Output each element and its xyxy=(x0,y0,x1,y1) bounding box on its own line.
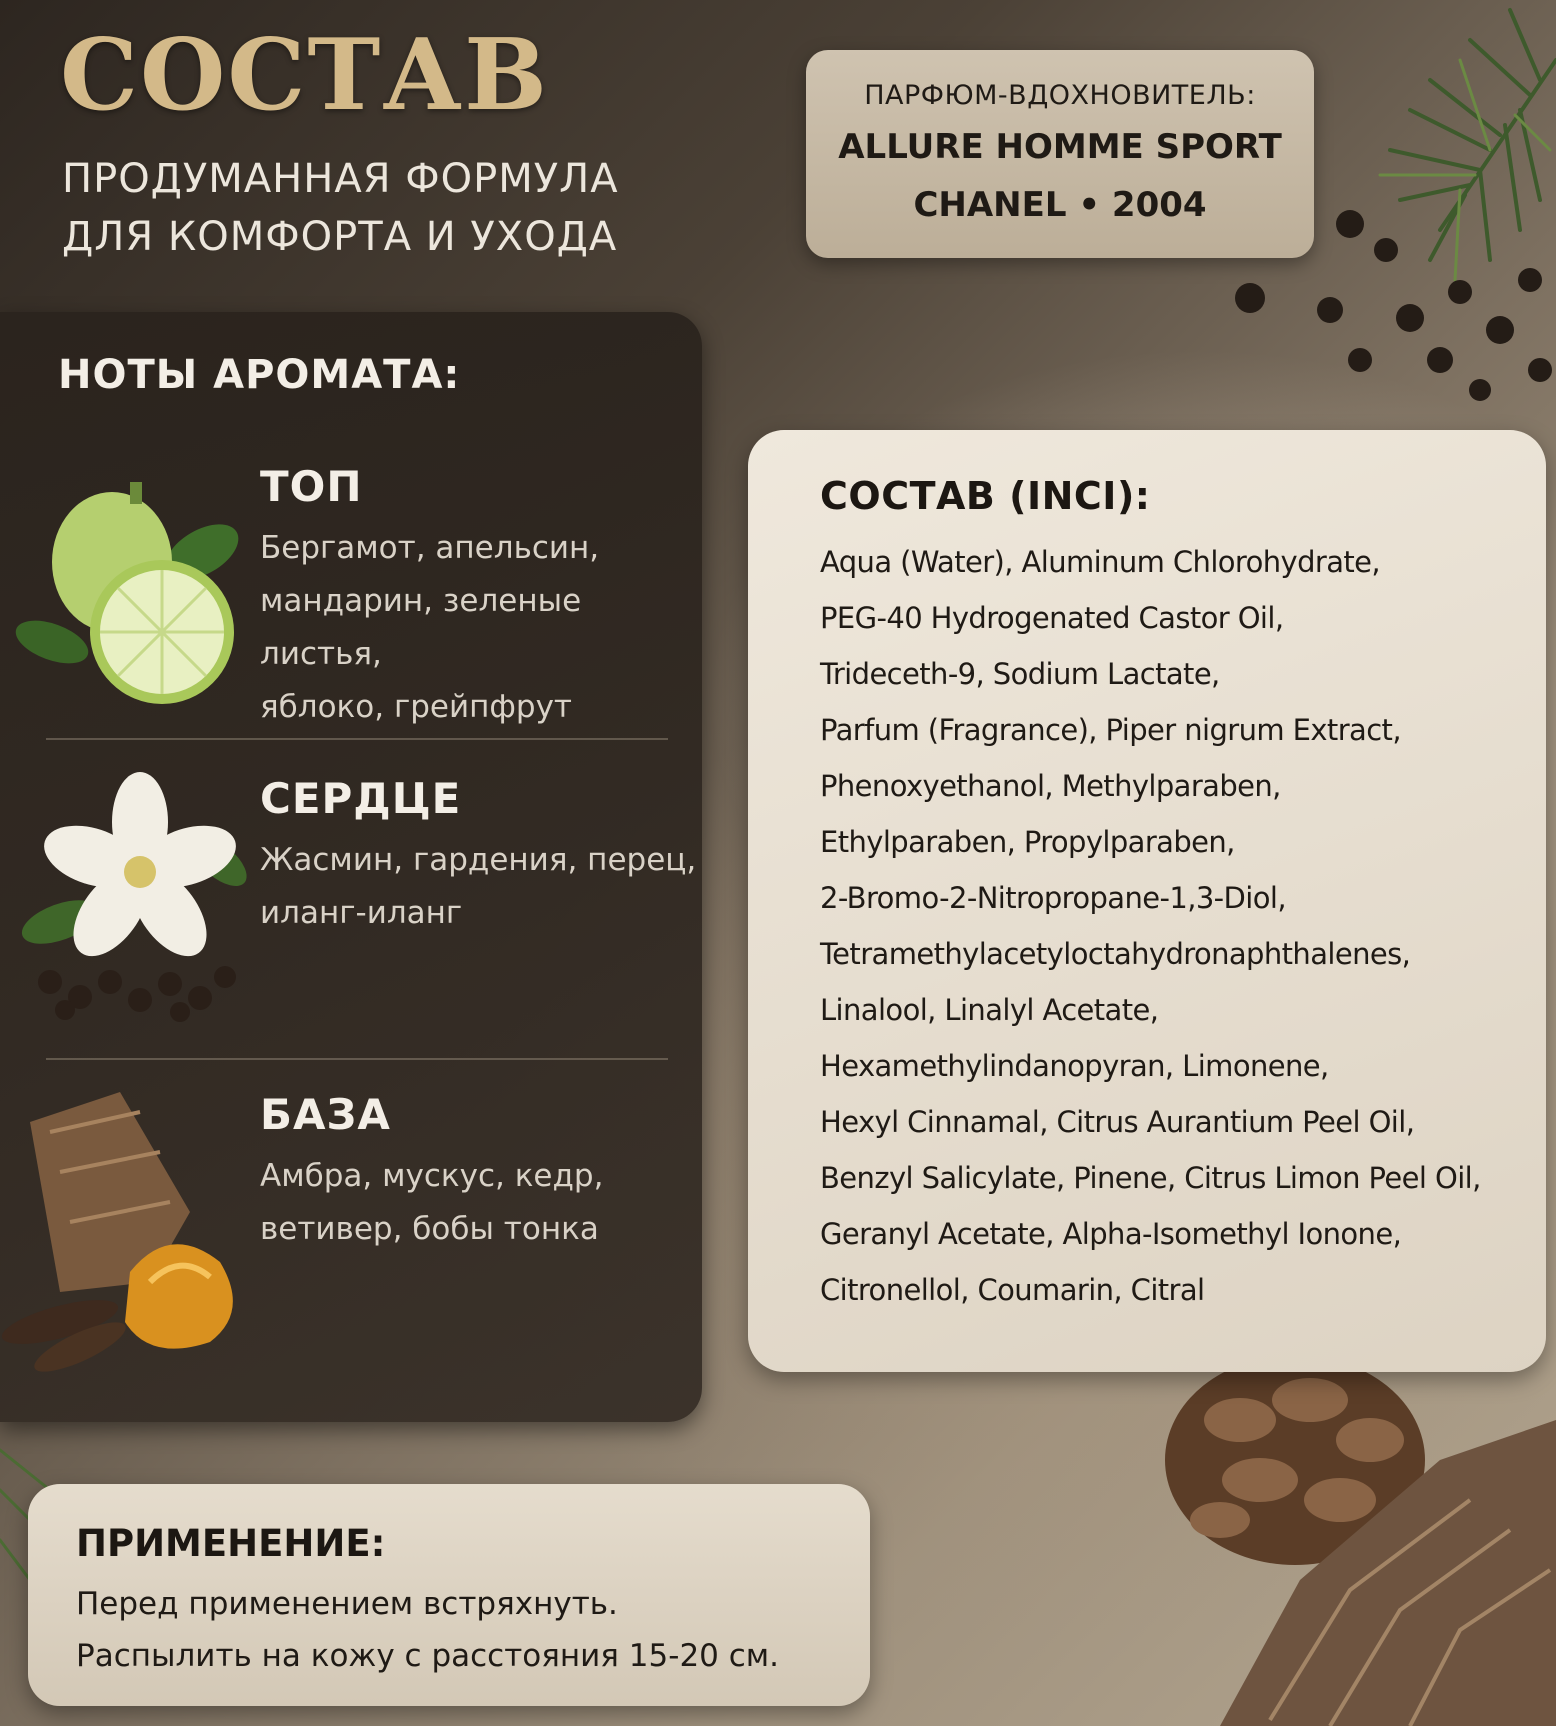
note-text-heart xyxy=(260,834,710,940)
note-text-base xyxy=(260,1150,710,1256)
inci-title: СОСТАВ (INCI): xyxy=(820,474,1151,518)
page-subtitle xyxy=(62,150,742,266)
note-text-line: мандарин, зеленые листья, xyxy=(260,583,582,672)
jasmine-icon xyxy=(20,772,250,1022)
inci-line: Geranyl Acetate, Alpha-Isomethyl Ionone, xyxy=(820,1217,1402,1251)
fragrance-notes-panel xyxy=(0,312,702,1422)
inci-line: Linalool, Linalyl Acetate, xyxy=(820,993,1159,1027)
amber-wood-icon xyxy=(0,1092,270,1372)
note-text-line: иланг-иланг xyxy=(260,895,463,931)
inci-panel xyxy=(748,430,1546,1372)
note-text-line: Амбра, мускус, кедр, xyxy=(260,1158,604,1194)
note-text-top xyxy=(260,522,710,734)
inci-line: Parfum (Fragrance), Piper nigrum Extract, xyxy=(820,713,1401,747)
usage-text xyxy=(76,1578,779,1682)
subtitle-line: ДЛЯ КОМФОРТА И УХОДА xyxy=(62,214,618,260)
note-heading-heart: СЕРДЦЕ xyxy=(260,774,462,823)
subtitle-line: ПРОДУМАННАЯ ФОРМУЛА xyxy=(62,156,619,202)
inci-line: Phenoxyethanol, Methylparaben, xyxy=(820,769,1281,803)
note-text-line: Жасмин, гардения, перец, xyxy=(260,842,697,878)
inci-line: Hexyl Cinnamal, Citrus Aurantium Peel Oil, xyxy=(820,1105,1415,1139)
inci-line: Tetramethylacetyloctahydronaphthalenes, xyxy=(820,937,1411,971)
bergamot-icon xyxy=(12,472,252,712)
inspiration-brand-year: CHANEL • 2004 xyxy=(913,185,1207,225)
notes-divider xyxy=(46,738,668,740)
page-title: СОСТАВ xyxy=(60,18,549,133)
note-text-line: яблоко, грейпфрут xyxy=(260,689,572,725)
notes-title: НОТЫ АРОМАТА: xyxy=(58,352,461,398)
note-text-line: ветивер, бобы тонка xyxy=(260,1211,599,1247)
usage-panel xyxy=(28,1484,870,1706)
driftwood-icon xyxy=(1180,1420,1556,1726)
inci-line: Citronellol, Coumarin, Citral xyxy=(820,1273,1205,1307)
inci-line: PEG-40 Hydrogenated Castor Oil, xyxy=(820,601,1284,635)
inspiration-name: ALLURE HOMME SPORT xyxy=(838,127,1282,167)
inci-line: Trideceth-9, Sodium Lactate, xyxy=(820,657,1220,691)
inci-line: 2-Bromo-2-Nitropropane-1,3-Diol, xyxy=(820,881,1286,915)
inci-list xyxy=(820,534,1520,1318)
usage-line: Распылить на кожу с расстояния 15-20 см. xyxy=(76,1638,780,1674)
inci-line: Benzyl Salicylate, Pinene, Citrus Limon Peel Oil, xyxy=(820,1161,1481,1195)
usage-title: ПРИМЕНЕНИЕ: xyxy=(76,1522,386,1565)
inspiration-badge xyxy=(806,50,1314,258)
inci-line: Aqua (Water), Aluminum Chlorohydrate, xyxy=(820,545,1381,579)
inspiration-label: ПАРФЮМ-ВДОХНОВИТЕЛЬ: xyxy=(864,80,1256,111)
note-text-line: Бергамот, апельсин, xyxy=(260,530,600,566)
note-heading-base: БАЗА xyxy=(260,1090,391,1139)
inci-line: Hexamethylindanopyran, Limonene, xyxy=(820,1049,1329,1083)
inci-line: Ethylparaben, Propylparaben, xyxy=(820,825,1235,859)
usage-line: Перед применением встряхнуть. xyxy=(76,1586,618,1622)
notes-divider xyxy=(46,1058,668,1060)
note-heading-top: ТОП xyxy=(260,462,363,511)
